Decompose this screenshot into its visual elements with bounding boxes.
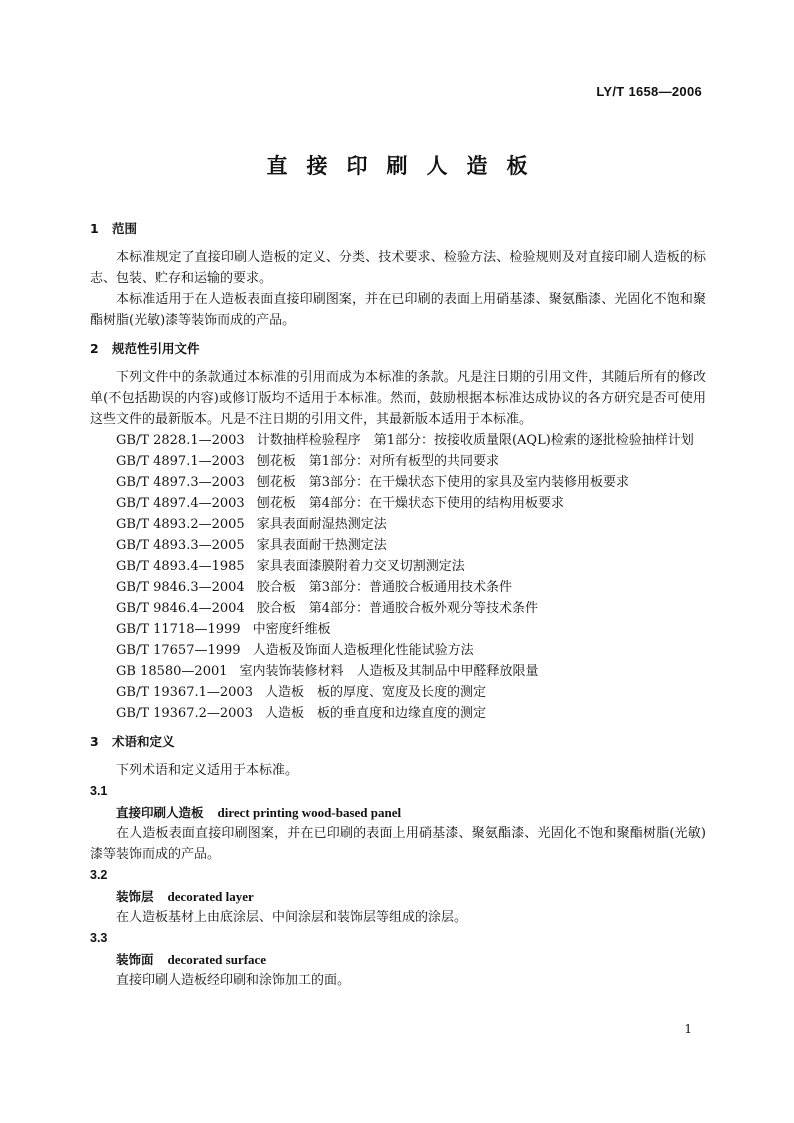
term-en: decorated layer: [167, 889, 254, 904]
term-heading: [90, 886, 706, 907]
reference-code: GB/T 2828.1—2003: [116, 433, 245, 448]
section-heading: [90, 338, 706, 359]
term-heading: [90, 949, 706, 970]
reference-code: GB/T 19367.1—2003: [116, 685, 253, 700]
reference-item: [90, 472, 706, 493]
reference-item: [90, 598, 706, 619]
reference-name: 胶合板 第4部分：普通胶合板外观分等技术条件: [256, 601, 538, 616]
reference-name: 家具表面耐干热测定法: [256, 538, 387, 553]
term-number: 3.3: [90, 931, 108, 945]
section-number: 1: [90, 221, 99, 236]
reference-item: [90, 535, 706, 556]
reference-item: [90, 619, 706, 640]
reference-code: GB/T 9846.3—2004: [116, 580, 245, 595]
term-en: direct printing wood-based panel: [217, 805, 402, 820]
reference-name: 室内装饰装修材料 人造板及其制品中甲醛释放限量: [239, 664, 539, 679]
section-scope: [90, 218, 706, 331]
term-definition: 直接印刷人造板经印刷和涂饰加工的面。: [116, 973, 351, 988]
reference-item: [90, 493, 706, 514]
reference-name: 刨花板 第4部分：在干燥状态下使用的结构用板要求: [256, 496, 564, 511]
document-body: [90, 218, 706, 998]
term-en: decorated surface: [167, 952, 267, 967]
reference-item: [90, 514, 706, 535]
paragraph: 本标准规定了直接印刷人造板的定义、分类、技术要求、检验方法、检验规则及对直接印刷人造板的标志、包装、贮存和运输的要求。: [90, 250, 706, 286]
reference-item: [90, 556, 706, 577]
term-number: 3.1: [90, 784, 108, 798]
section-number: 2: [90, 341, 99, 356]
term-zh: 装饰面: [116, 952, 154, 967]
paragraph: 下列文件中的条款通过本标准的引用而成为本标准的条款。凡是注日期的引用文件，其随后所有的修改单(不包括勘误的内容)或修订版均不适用于本标准。然而，鼓励根据本标准达成协议的各方研究是否可使用这些文件的最新版本。凡是不注日期的引用文件，其最新版本适用于本标准。: [90, 370, 706, 427]
section-heading: [90, 731, 706, 752]
reference-name: 人造板 板的垂直度和边缘直度的测定: [264, 706, 486, 721]
reference-code: GB/T 4893.4—1985: [116, 559, 245, 574]
reference-code: GB/T 11718—1999: [116, 622, 241, 637]
paragraph: 本标准适用于在人造板表面直接印刷图案，并在已印刷的表面上用硝基漆、聚氨酯漆、光固化不饱和聚酯树脂(光敏)漆等装饰而成的产品。: [90, 292, 706, 328]
term-number: 3.2: [90, 868, 108, 882]
page-number: 1: [684, 1022, 692, 1036]
section-heading: [90, 218, 706, 239]
reference-name: 人造板及饰面人造板理化性能试验方法: [252, 643, 474, 658]
reference-item: [90, 451, 706, 472]
reference-code: GB/T 4897.1—2003: [116, 454, 245, 469]
reference-item: [90, 577, 706, 598]
term-zh: 直接印刷人造板: [116, 805, 204, 820]
reference-name: 胶合板 第3部分：普通胶合板通用技术条件: [256, 580, 512, 595]
term-heading: [90, 802, 706, 823]
term-definition: 在人造板表面直接印刷图案，并在已印刷的表面上用硝基漆、聚氨酯漆、光固化不饱和聚酯树脂(光敏)漆等装饰而成的产品。: [90, 826, 706, 862]
standard-code: LY/T 1658—2006: [596, 84, 702, 99]
paragraph: 下列术语和定义适用于本标准。: [116, 763, 299, 778]
reference-code: GB/T 4893.3—2005: [116, 538, 245, 553]
reference-name: 刨花板 第3部分：在干燥状态下使用的家具及室内装修用板要求: [256, 475, 629, 490]
reference-name: 家具表面耐湿热测定法: [256, 517, 387, 532]
reference-name: 刨花板 第1部分：对所有板型的共同要求: [256, 454, 499, 469]
reference-code: GB/T 19367.2—2003: [116, 706, 253, 721]
reference-item: [90, 640, 706, 661]
section-number: 3: [90, 734, 99, 749]
section-title: 术语和定义: [112, 734, 175, 749]
section-title: 范围: [112, 221, 138, 236]
reference-code: GB 18580—2001: [116, 664, 228, 679]
term-definition: 在人造板基材上由底涂层、中间涂层和装饰层等组成的涂层。: [116, 910, 468, 925]
reference-item: [90, 703, 706, 724]
document-title: 直接印刷人造板: [266, 154, 547, 178]
reference-item: [90, 682, 706, 703]
section-title: 规范性引用文件: [112, 341, 200, 356]
reference-code: GB/T 4897.3—2003: [116, 475, 245, 490]
reference-name: 家具表面漆膜附着力交叉切割测定法: [256, 559, 465, 574]
reference-code: GB/T 4897.4—2003: [116, 496, 245, 511]
reference-item: [90, 430, 706, 451]
reference-name: 中密度纤维板: [252, 622, 331, 637]
reference-code: GB/T 9846.4—2004: [116, 601, 245, 616]
term-zh: 装饰层: [116, 889, 154, 904]
reference-name: 人造板 板的厚度、宽度及长度的测定: [264, 685, 486, 700]
reference-item: [90, 661, 706, 682]
reference-code: GB/T 17657—1999: [116, 643, 241, 658]
section-normative-references: [90, 338, 706, 724]
section-terms-definitions: [90, 731, 706, 991]
reference-code: GB/T 4893.2—2005: [116, 517, 245, 532]
reference-name: 计数抽样检验程序 第1部分：按接收质量限(AQL)检索的逐批检验抽样计划: [256, 433, 694, 448]
